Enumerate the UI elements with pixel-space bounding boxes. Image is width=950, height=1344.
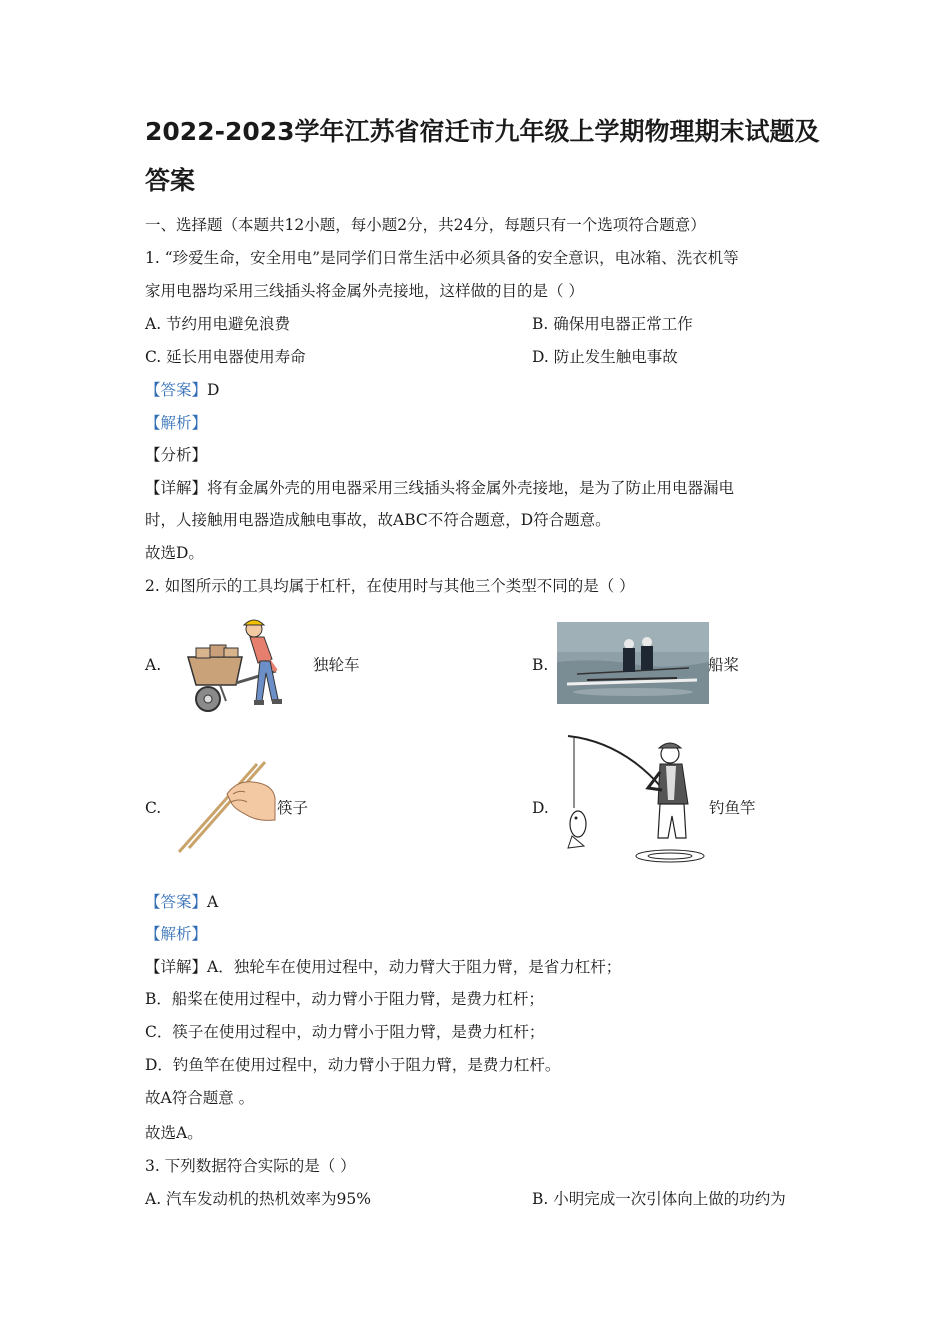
q2-answer xyxy=(145,891,218,913)
q2-fig-b-caption: 船桨 xyxy=(708,656,740,674)
q1-fenxi: 【分析】 xyxy=(145,446,208,464)
q1-option-c: C. 延长用电器使用寿命 xyxy=(145,348,306,366)
q2-conclusion: 故A符合题意 。 xyxy=(145,1089,255,1107)
q2-choose: 故选A。 xyxy=(145,1124,203,1142)
q1-stem-line1: 1. “珍爱生命，安全用电”是同学们日常生活中必须具备的安全意识，电冰箱、洗衣机等 xyxy=(145,249,739,267)
q2-detail-line2: B．船桨在使用过程中，动力臂小于阻力臂，是费力杠杆； xyxy=(145,990,544,1008)
q2-fig-c-letter: C. xyxy=(145,799,162,817)
q1-analysis-tag: 【解析】 xyxy=(145,414,208,432)
answer-value: D xyxy=(207,381,220,399)
q2-fig-a-letter: A. xyxy=(145,656,162,674)
document-title-line2: 答案 xyxy=(145,166,196,195)
q2-fig-a-caption: 独轮车 xyxy=(313,656,360,674)
answer-tag: 【答案】 xyxy=(145,893,208,911)
q2-fig-d-caption: 钓鱼竿 xyxy=(709,799,756,817)
q2-fig-c-caption: 筷子 xyxy=(277,799,309,817)
q2-fig-b-letter: B. xyxy=(532,656,549,674)
document-title-line1: 2022-2023学年江苏省宿迁市九年级上学期物理期末试题及 xyxy=(145,117,820,146)
q1-detail-line2: 时，人接触用电器造成触电事故，故ABC不符合题意，D符合题意。 xyxy=(145,511,611,529)
q3-option-a: A. 汽车发动机的热机效率为95% xyxy=(145,1190,371,1208)
q1-option-b: B. 确保用电器正常工作 xyxy=(532,315,693,333)
q2-fig-d-letter: D. xyxy=(532,799,549,817)
chopsticks-icon xyxy=(175,758,277,854)
q1-answer xyxy=(145,379,219,401)
fishing-icon xyxy=(562,732,708,872)
q1-option-a: A. 节约用电避免浪费 xyxy=(145,315,291,333)
q2-analysis-tag: 【解析】 xyxy=(145,925,208,943)
q3-stem: 3. 下列数据符合实际的是（ ） xyxy=(145,1157,356,1175)
section-heading: 一、选择题（本题共12小题，每小题2分，共24分，每题只有一个选项符合题意） xyxy=(145,216,706,234)
q3-option-b: B. 小明完成一次引体向上做的功约为 xyxy=(532,1190,786,1208)
q1-stem-line2: 家用电器均采用三线插头将金属外壳接地，这样做的目的是（ ） xyxy=(145,282,584,300)
q1-option-d: D. 防止发生触电事故 xyxy=(532,348,678,366)
wheelbarrow-icon xyxy=(180,615,300,715)
answer-tag: 【答案】 xyxy=(145,381,208,399)
rowing-photo xyxy=(557,622,709,704)
answer-value: A xyxy=(207,893,219,911)
q2-stem: 2. 如图所示的工具均属于杠杆，在使用时与其他三个类型不同的是（ ） xyxy=(145,577,635,595)
q1-choose: 故选D。 xyxy=(145,544,204,562)
q2-detail-line3: C．筷子在使用过程中，动力臂小于阻力臂，是费力杠杆； xyxy=(145,1023,545,1041)
q2-detail-line1: 【详解】A．独轮车在使用过程中，动力臂大于阻力臂，是省力杠杆； xyxy=(145,958,622,976)
q1-detail-line1: 【详解】将有金属外壳的用电器采用三线插头将金属外壳接地，是为了防止用电器漏电 xyxy=(145,479,735,497)
q2-detail-line4: D．钓鱼竿在使用过程中，动力臂小于阻力臂，是费力杠杆。 xyxy=(145,1056,561,1074)
